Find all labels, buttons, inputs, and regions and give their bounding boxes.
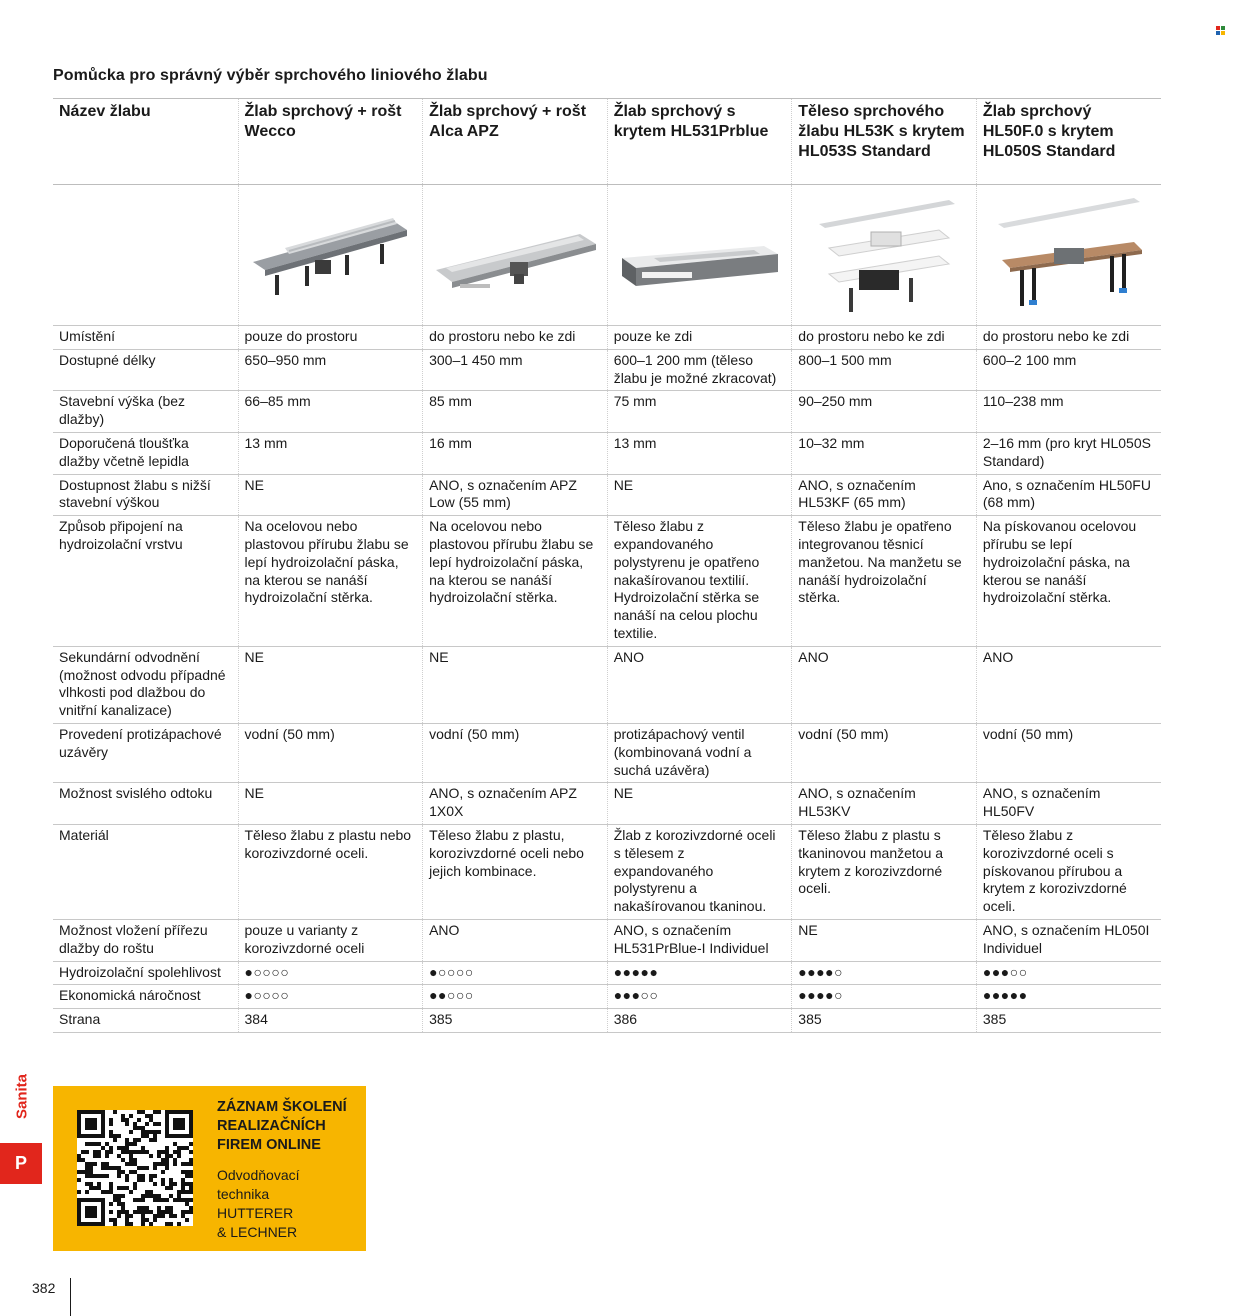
table-cell: 13 mm — [238, 432, 423, 474]
table-cell: ●●●○○ — [607, 985, 792, 1009]
drain-hl50f-image — [984, 190, 1154, 320]
row-label: Doporučená tloušťka dlažby včetně lepidla — [59, 434, 189, 469]
table-row — [53, 646, 1161, 723]
row-label: Hydroizolační spolehlivost — [59, 963, 221, 980]
table-cell: ●○○○○ — [238, 985, 423, 1009]
table-cell: 800–1 500 mm — [792, 349, 977, 391]
table-row — [53, 391, 1161, 433]
table-cell: ANO, s označením HL050I Individuel — [976, 919, 1161, 961]
table-cell: do prostoru nebo ke zdi — [976, 326, 1161, 350]
product-name: Těleso sprchového žlabu HL53K s krytem HL053S Standard — [792, 99, 977, 185]
table-cell: pouze ke zdi — [607, 326, 792, 350]
table-cell: NE — [607, 474, 792, 516]
table-cell: ●●○○○ — [423, 985, 608, 1009]
table-cell: ANO, s označením APZ 1X0X — [423, 783, 608, 825]
promo-line: & LECHNER — [217, 1224, 298, 1240]
table-cell: vodní (50 mm) — [423, 723, 608, 782]
row-label: Materiál — [59, 826, 109, 843]
section-letter-tab: P — [0, 1143, 42, 1184]
product-image-row — [53, 185, 1161, 326]
product-image-cell — [976, 185, 1161, 326]
page-number: 382 — [32, 1280, 56, 1296]
table-row — [53, 432, 1161, 474]
drain-alca-image — [430, 200, 600, 310]
product-name: Žlab sprchový s krytem HL531Prblue — [607, 99, 792, 185]
table-cell: do prostoru nebo ke zdi — [792, 326, 977, 350]
table-row — [53, 1009, 1161, 1033]
table-cell: Těleso žlabu z plastu nebo korozivzdorné oceli. — [238, 824, 423, 919]
table-cell: Těleso žlabu z korozivzdorné oceli s pískovanou přírubou a krytem z korozivzdorné oceli. — [976, 824, 1161, 919]
table-cell: Těleso žlabu z plastu s tkaninovou manžetou a krytem z korozivzdorné oceli. — [792, 824, 977, 919]
table-row — [53, 723, 1161, 782]
table-cell: Těleso žlabu z plastu, korozivzdorné oceli nebo jejich kombinace. — [423, 824, 608, 919]
table-cell: ANO, s označením APZ Low (55 mm) — [423, 474, 608, 516]
table-cell: 385 — [976, 1009, 1161, 1033]
table-row — [53, 985, 1161, 1009]
table-cell: vodní (50 mm) — [976, 723, 1161, 782]
table-cell: pouze u varianty z korozivzdorné oceli — [238, 919, 423, 961]
table-body — [53, 326, 1161, 1033]
row-label: Možnost vložení přířezu dlažby do roštu — [59, 921, 208, 956]
section-side-label — [6, 1068, 34, 1128]
table-row — [53, 824, 1161, 919]
table-header-row — [53, 99, 1161, 185]
table-row — [53, 961, 1161, 985]
table-cell: ●○○○○ — [423, 961, 608, 985]
table-cell: 384 — [238, 1009, 423, 1033]
drain-hl531-image — [614, 200, 784, 310]
table-cell: ●●●●○ — [792, 961, 977, 985]
table-cell: ANO, s označením HL50FV — [976, 783, 1161, 825]
table-cell: 16 mm — [423, 432, 608, 474]
product-name: Žlab sprchový + rošt Alca APZ — [423, 99, 608, 185]
product-name: Žlab sprchový + rošt Wecco — [238, 99, 423, 185]
table-cell: ●●●●● — [607, 961, 792, 985]
row-label: Sekundární odvodnění (možnost odvodu případné vlhkosti pod dlažbou do vnitřní kanalizace) — [59, 648, 226, 719]
row-label: Dostupné délky — [59, 351, 156, 368]
section-name: Sanita — [13, 1074, 31, 1120]
table-cell: 300–1 450 mm — [423, 349, 608, 391]
row-label: Způsob připojení na hydroizolační vrstvu — [59, 518, 183, 552]
table-cell: 600–1 200 mm (těleso žlabu je možné zkracovat) — [607, 349, 792, 391]
table-cell: NE — [607, 783, 792, 825]
table-cell: NE — [792, 919, 977, 961]
drain-wecco-image — [245, 200, 415, 310]
table-cell: ANO — [792, 646, 977, 723]
table-cell: protizápachový ventil (kombinovaná vodní a suchá uzávěra) — [607, 723, 792, 782]
table-cell: ANO, s označením HL53KF (65 mm) — [792, 474, 977, 516]
table-row — [53, 326, 1161, 350]
table-cell: 13 mm — [607, 432, 792, 474]
table-cell: 650–950 mm — [238, 349, 423, 391]
table-cell: 385 — [792, 1009, 977, 1033]
table-cell: 600–2 100 mm — [976, 349, 1161, 391]
table-cell: 110–238 mm — [976, 391, 1161, 433]
table-row — [53, 349, 1161, 391]
product-image-cell — [607, 185, 792, 326]
table-cell: ●●●○○ — [976, 961, 1161, 985]
table-cell: ANO, s označením HL53KV — [792, 783, 977, 825]
table-cell: ANO, s označením HL531PrBlue-I Individuel — [607, 919, 792, 961]
product-name: Žlab sprchový HL50F.0 s krytem HL050S Standard — [976, 99, 1161, 185]
table-cell: ●●●●○ — [792, 985, 977, 1009]
table-cell: 386 — [607, 1009, 792, 1033]
table-cell: pouze do prostoru — [238, 326, 423, 350]
table-cell: Těleso žlabu je opatřeno integrovanou těsnicí manžetou. Na manžetu se nanáší hydroizolační stěrka. — [792, 516, 977, 647]
product-image-cell — [238, 185, 423, 326]
table-cell: 385 — [423, 1009, 608, 1033]
table-cell: ANO — [976, 646, 1161, 723]
table-row — [53, 474, 1161, 516]
table-row — [53, 516, 1161, 647]
table-row — [53, 919, 1161, 961]
row-label: Strana — [59, 1011, 101, 1028]
drain-hl53k-image — [799, 190, 969, 320]
table-cell: NE — [238, 474, 423, 516]
row-label: Umístění — [59, 328, 116, 344]
row-label: Ekonomická náročnost — [59, 987, 201, 1004]
table-cell: 85 mm — [423, 391, 608, 433]
table-cell: vodní (50 mm) — [792, 723, 977, 782]
table-cell: ●●●●● — [976, 985, 1161, 1009]
promo-line: Odvodňovací — [217, 1167, 300, 1183]
empty-cell — [53, 185, 238, 326]
table-cell: ANO — [423, 919, 608, 961]
table-cell: Těleso žlabu z expandovaného polystyrenu je opatřeno nakašírovanou textilií. Hydroizolační stěrka se nanáší na celou plochu textilie. — [607, 516, 792, 647]
table-cell: vodní (50 mm) — [238, 723, 423, 782]
table-cell: 10–32 mm — [792, 432, 977, 474]
table-cell: Na ocelovou nebo plastovou přírubu žlabu se lepí hydroizolační páska, na kterou se nanáší hydroizolační stěrka. — [238, 516, 423, 647]
table-cell: Na pískovanou ocelovou přírubu se lepí hydroizolační páska, na kterou se nanáší hydroizolační stěrka. — [976, 516, 1161, 647]
promo-heading: ZÁZNAM ŠKOLENÍ REALIZAČNÍCH FIREM ONLINE — [217, 1099, 347, 1153]
promo-line: technika — [217, 1186, 270, 1202]
page-title: Pomůcka pro správný výběr sprchového liniového žlabu — [53, 67, 488, 84]
table-cell: 90–250 mm — [792, 391, 977, 433]
table-cell: 75 mm — [607, 391, 792, 433]
table-cell: NE — [423, 646, 608, 723]
table-cell: Žlab z korozivzdorné oceli s tělesem z expandovaného polystyrenu a nakašírovanou tkaninou. — [607, 824, 792, 919]
row-label: Provedení protizápachové uzávěry — [59, 725, 222, 760]
table-cell: ANO — [607, 646, 792, 723]
column-header-label: Název žlabu — [59, 103, 151, 120]
table-cell: 2–16 mm (pro kryt HL050S Standard) — [976, 432, 1161, 474]
product-image-cell — [792, 185, 977, 326]
product-image-cell — [423, 185, 608, 326]
table-cell: Ano, s označením HL50FU (68 mm) — [976, 474, 1161, 516]
table-cell: Na ocelovou nebo plastovou přírubu žlabu se lepí hydroizolační páska, na kterou se nanáší hydroizolační stěrka. — [423, 516, 608, 647]
promo-box — [53, 1086, 366, 1251]
qr-code-icon[interactable] — [77, 1110, 193, 1226]
table-cell: do prostoru nebo ke zdi — [423, 326, 608, 350]
comparison-table — [53, 98, 1161, 1033]
row-label: Dostupnost žlabu s nižší stavební výškou — [59, 476, 211, 511]
row-label: Stavební výška (bez dlažby) — [59, 393, 186, 428]
row-label: Možnost svislého odtoku — [59, 785, 213, 802]
promo-line: HUTTERER — [217, 1205, 294, 1221]
page-number-rule — [70, 1278, 71, 1316]
corner-logo-icon — [1216, 26, 1225, 35]
table-cell: NE — [238, 646, 423, 723]
table-cell: NE — [238, 783, 423, 825]
table-cell: ●○○○○ — [238, 961, 423, 985]
table-cell: 66–85 mm — [238, 391, 423, 433]
table-row — [53, 783, 1161, 825]
